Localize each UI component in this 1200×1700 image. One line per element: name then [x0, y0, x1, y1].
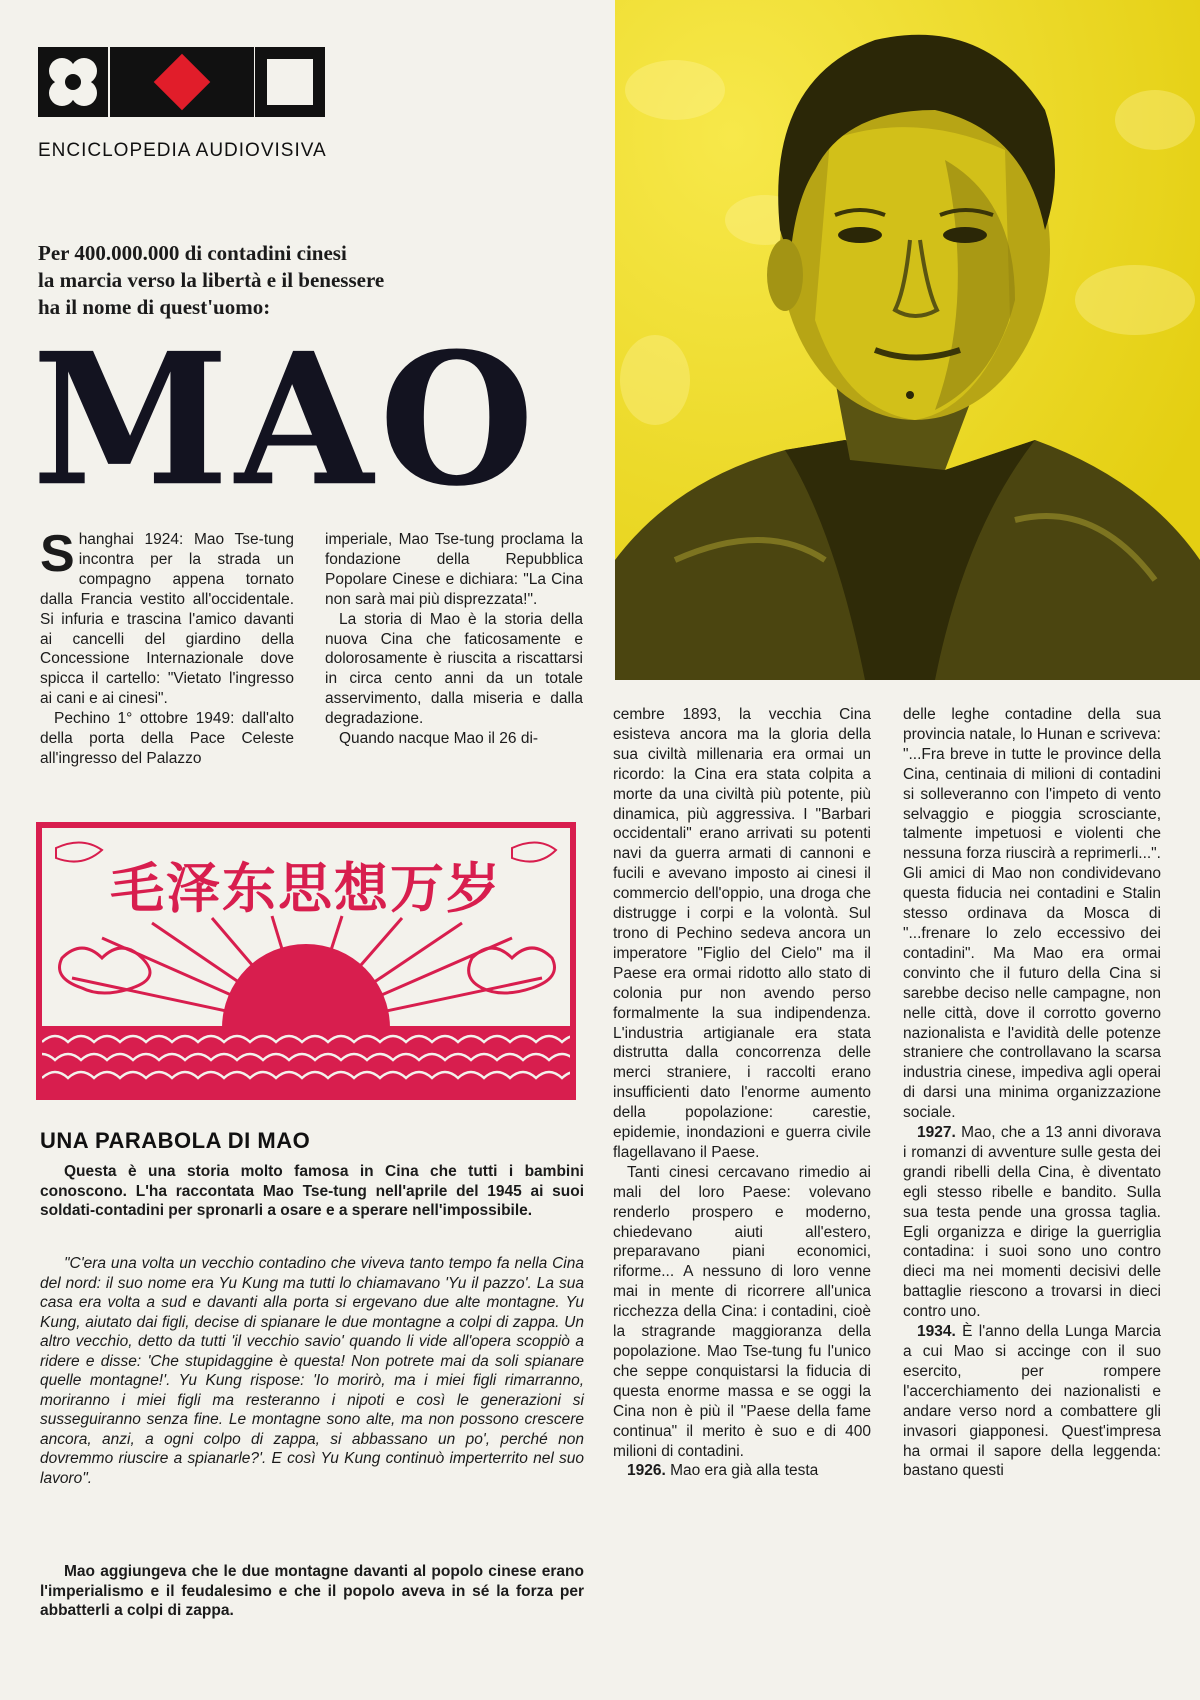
paragraph: La storia di Mao è la storia della nuova Cina che faticosamente e dolorosamente è riuscita a riscattarsi in circa cento anni da un totale asservimento, dalla miseria e dalla degradazione. [325, 610, 583, 728]
paragraph: Pechino 1° ottobre 1949: dall'alto della porta della Pace Celeste all'ingresso del Palazzo [40, 710, 294, 767]
portrait-photo [615, 0, 1200, 680]
logo-text: ENCICLOPEDIA AUDIOVISIVA [38, 140, 327, 161]
poster-slogan: 毛泽东思想万岁 [110, 857, 502, 920]
article-column-3 [613, 705, 871, 1481]
flower-logo-icon [38, 47, 108, 117]
paragraph: imperiale, Mao Tse-tung proclama la fondazione della Repubblica Popolare Cinese e dichiara: "La Cina non sarà mai più disprezzata!". [325, 531, 583, 608]
paragraph: delle leghe contadine della sua provincia natale, lo Hunan e scriveva: "...Fra breve in tutte le province della Cina, centinaia di milioni di contadini si solleveranno con l'impeto di vento selvaggio e pioggia scrosciante, talmente impetuosi e violenti che nessuna forza riuscirà a reprimerli...". Gli amici di Mao non condividevano questa fiducia nei contadini e Stalin stesso ordinava da Mosca di "...frenare lo zelo eccessivo dei contadini". Ma Mao era ormai convinto che il futuro della Cina si sarebbe deciso nelle campagne, non nelle città, dove il corrotto governo nazionalista e l'avidità delle potenze straniere che controllavano la scarsa industria cinese, impediva agli operai di darsi una minima organizzazione sociale. [903, 706, 1161, 1122]
article-column-4 [903, 705, 1161, 1481]
article-column-2 [325, 530, 583, 749]
square-logo-icon [255, 47, 325, 117]
paragraph: È l'anno della Lunga Marcia a cui Mao si accinge con il suo esercito, per rompere l'accerchiamento dei nazionalisti e andare verso nord a combattere gli invasori giapponesi. Quest'impresa ha ormai il sapore della leggenda: bastano questi [903, 1323, 1161, 1480]
intro-line: Per 400.000.000 di contadini cinesi [38, 241, 347, 265]
headline: MAO [32, 312, 541, 527]
parable-moral: Mao aggiungeva che le due montagne davanti al popolo cinese erano l'imperialismo e il feudalesimo e che il popolo aveva in sé la forza per abbatterli a colpi di zappa. [40, 1563, 584, 1619]
paragraph: hanghai 1924: Mao Tse-tung incontra per la strada un compagno appena tornato dalla Francia vestito all'occidentale. Si infuria e trascina l'amico davanti ai cancelli del giardino della Concessione Internazionale dove spicca il cartello: "Vietato l'ingresso ai cani e ai cinesi". [40, 531, 294, 708]
year-label: 1926. [627, 1462, 666, 1480]
year-label: 1927. [917, 1124, 956, 1142]
paragraph: Mao, che a 13 anni divorava i romanzi di avventure sulle gesta dei grandi ribelli della Cina, è diventato egli stesso ribelle e bandito. Sulla sua testa pende una grossa taglia. Egli organizza e dirige la guerriglia contadina: i suoi sono uno contro dieci ma nei momenti decisivi delle battaglie riescono a trovarsi in dieci contro uno. [903, 1124, 1161, 1321]
paragraph: Quando nacque Mao il 26 di- [339, 730, 539, 748]
intro-line: ha il nome di quest'uomo: [38, 295, 271, 319]
parable-intro: Questa è una storia molto famosa in Cina che tutti i bambini conoscono. L'ha raccontata Mao Tse-tung nell'aprile del 1945 ai suoi soldati-contadini per spronarli a osare e a sperare nell'impossibile. [40, 1163, 584, 1219]
paragraph: cembre 1893, la vecchia Cina esisteva ancora ma la gloria della sua civiltà millenaria era ormai un ricordo: la Cina era stata colpita a morte da una civiltà più potente, più dinamica, più aggressiva. I "Barbari occidentali" erano arrivati su potenti navi da guerra armati di cannoni e fucili e avevano imposto ai cinesi il commercio dell'oppio, una droga che distrugge i corpi e la volontà. Sul trono di Pechino sedeva ancora un imperatore "Figlio del Cielo" ma il Paese era ormai ridotto allo stato di colonia pur non avendo perso formalmente la sua indipendenza. L'industria artigianale era stata distrutta dalla concorrenza delle merci straniere, i raccolti erano insufficienti dato l'enorme aumento della popolazione: carestie, epidemie, inondazioni e guerra civile flagellavano il Paese. [613, 706, 871, 1161]
intro-line: la marcia verso la libertà e il benessere [38, 268, 385, 292]
section-title: UNA PARABOLA DI MAO [40, 1128, 311, 1153]
year-label: 1934. [917, 1323, 956, 1341]
diamond-logo-icon [110, 47, 254, 117]
paragraph: Mao era già alla testa [665, 1462, 819, 1480]
intro-text [38, 240, 598, 321]
parable-story: "C'era una volta un vecchio contadino che viveva tanto tempo fa nella Cina del nord: il suo nome era Yu Kung ma tutti lo chiamavano 'Yu il pazzo'. La sua casa era volta a sud e davanti alla porta si ergevano due alte montagne. Yu Kung, aiutato dai figli, decise di spianare le due montagne a colpi di zappa. Un altro vecchio, detto da tutti 'il vecchio savio' quando li vide all'opera scoppiò a ridere e disse: 'Che stupidaggine è questa! Non potrete mai da soli spianare quelle montagne!'. Yu Kung rispose: 'Io morirò, ma i miei figli rimarranno, moriranno i miei figli ma resteranno i nipoti e così le generazioni si susseguiranno senza fine. Le montagne sono alte, ma non possono crescere ancora, anzi, a ogni colpo di zappa, si abbassano un po', perché non dovremmo riuscire a spianarle?'. E così Yu Kung continuò imperterrito nel suo lavoro". [40, 1255, 584, 1487]
papercut-poster [36, 822, 576, 1100]
article-column-1 [40, 525, 294, 769]
rising-sun-icon [42, 828, 570, 1094]
dropcap: S [40, 525, 75, 583]
paragraph: Tanti cinesi cercavano rimedio ai mali del loro Paese: volevano renderlo prospero e moderno, chiedevano aiuti all'estero, preparavano piani economici, riforme... A nessuno di loro venne mai in mente di ricorrere all'unica ricchezza della Cina: i contadini, cioè la stragrande maggioranza della popolazione. Mao Tse-tung fu l'unico che seppe conquistarsi la fiducia di questa enorme massa e se oggi la Cina non è più il "Paese della fame continua" il merito è suo e di 400 milioni di contadini. [613, 1163, 871, 1460]
